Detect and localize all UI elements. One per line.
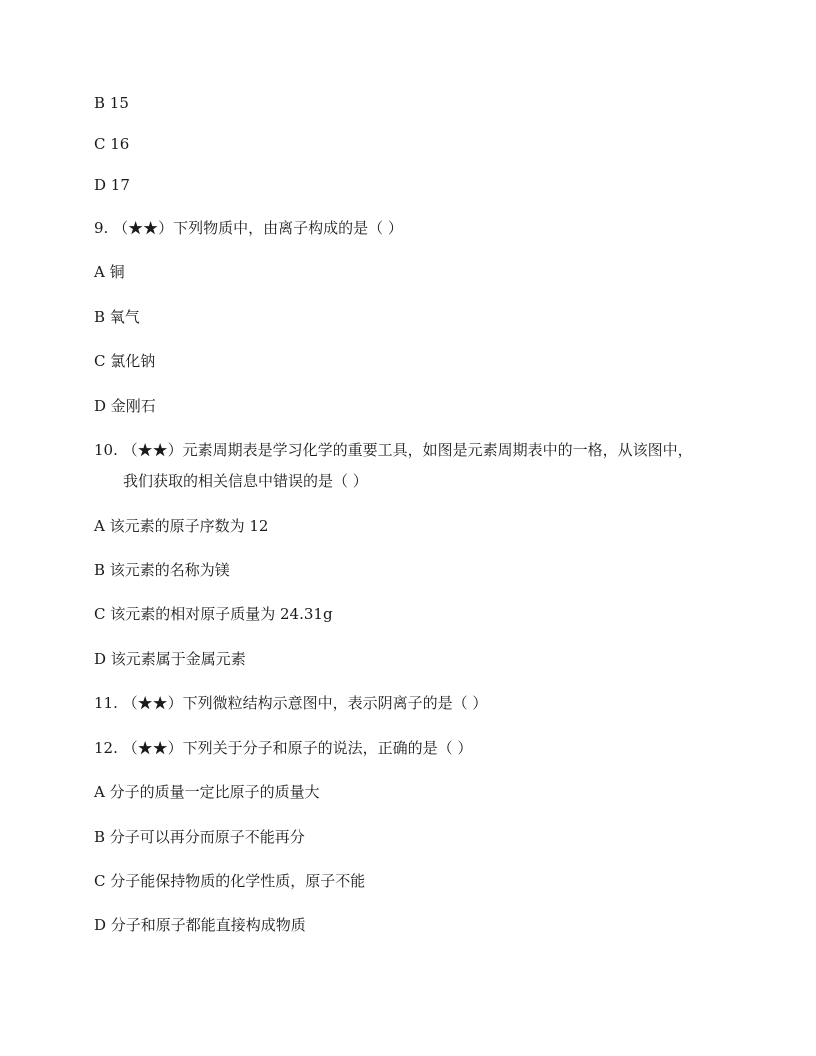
q9-stem: 9. （★★）下列物质中，由离子构成的是（ ） bbox=[94, 219, 403, 237]
q9-option-d: D 金刚石 bbox=[94, 397, 156, 415]
q10-stem-line1: 10. （★★）元素周期表是学习化学的重要工具，如图是元素周期表中的一格，从该图中， bbox=[94, 441, 693, 459]
q9-option-a: A 铜 bbox=[94, 263, 125, 281]
q12-option-b: B 分子可以再分而原子不能再分 bbox=[94, 828, 305, 846]
q8-option-d: D 17 bbox=[94, 176, 130, 194]
q11-stem: 11. （★★）下列微粒结构示意图中，表示阴离子的是（ ） bbox=[94, 694, 488, 712]
q10-option-b: B 该元素的名称为镁 bbox=[94, 561, 230, 579]
q8-option-b: B 15 bbox=[94, 94, 129, 112]
q10-option-a: A 该元素的原子序数为 12 bbox=[94, 517, 269, 535]
q12-option-d: D 分子和原子都能直接构成物质 bbox=[94, 916, 306, 934]
q9-option-c: C 氯化钠 bbox=[94, 352, 156, 370]
q10-option-c: C 该元素的相对原子质量为 24.31g bbox=[94, 605, 333, 623]
q10-stem-line2: 我们获取的相关信息中错误的是（ ） bbox=[123, 472, 368, 490]
q12-stem: 12. （★★）下列关于分子和原子的说法，正确的是（ ） bbox=[94, 739, 473, 757]
q9-option-b: B 氧气 bbox=[94, 308, 140, 326]
q12-option-a: A 分子的质量一定比原子的质量大 bbox=[94, 783, 320, 801]
q12-option-c: C 分子能保持物质的化学性质，原子不能 bbox=[94, 872, 366, 890]
q8-option-c: C 16 bbox=[94, 135, 130, 153]
q10-option-d: D 该元素属于金属元素 bbox=[94, 650, 246, 668]
